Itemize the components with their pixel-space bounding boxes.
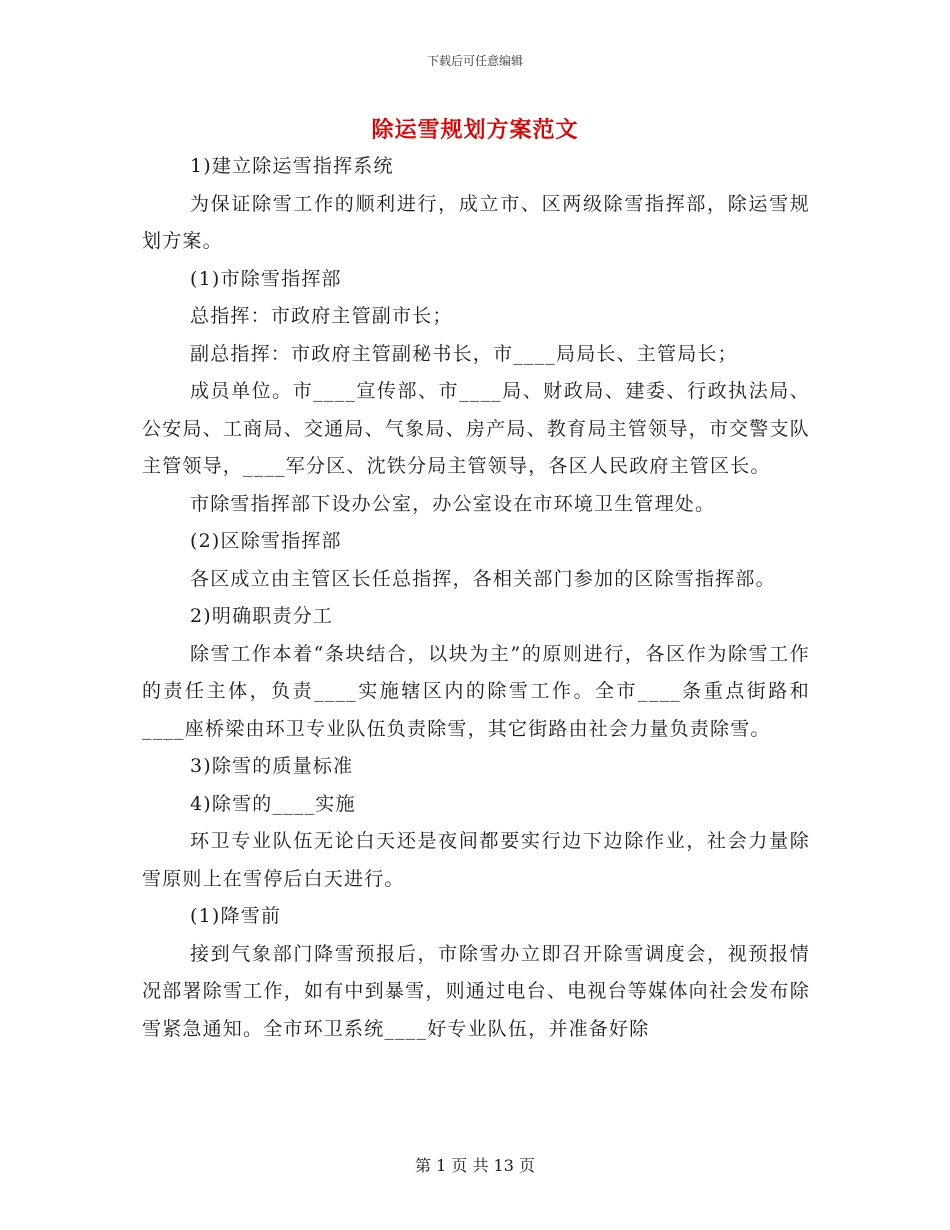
paragraph: 除雪工作本着“条块结合，以块为主”的原则进行，各区作为除雪工作的责任主体，负责____实施辖区内的除雪工作。全市____条重点街路和____座桥梁由环卫专业队伍负责除雪，其它街路由社会力量负责除雪。 xyxy=(142,642,810,740)
paragraph: (1)降雪前 xyxy=(190,905,282,927)
paragraph: 4)除雪的____实施 xyxy=(190,792,356,815)
paragraph: 副总指挥：市政府主管副秘书长，市____局局长、主管局长； xyxy=(190,342,738,365)
paragraph: (1)市除雪指挥部 xyxy=(190,267,342,290)
paragraph: 为保证除雪工作的顺利进行，成立市、区两级除雪指挥部，除运雪规划方案。 xyxy=(142,192,810,252)
paragraph: 3)除雪的质量标准 xyxy=(190,755,354,777)
paragraph: 接到气象部门降雪预报后，市除雪办立即召开除雪调度会，视预报情况部署除雪工作，如有中到暴雪，则通过电台、电视台等媒体向社会发布除雪紧急通知。全市环卫系统____好专业队伍，并准备好除 xyxy=(142,942,810,1040)
paragraph: 各区成立由主管区长任总指挥，各相关部门参加的区除雪指挥部。 xyxy=(190,567,776,590)
paragraph: 成员单位。市____宣传部、市____局、财政局、建委、行政执法局、公安局、工商局、交通局、气象局、房产局、教育局主管领导，市交警支队主管领导，____军分区、沈铁分局主管领导，各区人民政府主管区长。 xyxy=(142,380,810,477)
paragraph: 1)建立除运雪指挥系统 xyxy=(190,155,394,177)
paragraph: 2)明确职责分工 xyxy=(190,605,334,627)
paragraph: (2)区除雪指挥部 xyxy=(190,530,342,552)
page-number: 第 1 页 共 13 页 xyxy=(415,1156,535,1175)
paragraph: 环卫专业队伍无论白天还是夜间都要实行边下边除作业，社会力量除雪原则上在雪停后白天进行。 xyxy=(142,830,810,890)
page-header-note: 下载后可任意编辑 xyxy=(426,54,523,68)
document-title: 除运雪规划方案范文 xyxy=(371,117,579,143)
paragraph: 总指挥：市政府主管副市长； xyxy=(190,305,453,327)
paragraph: 市除雪指挥部下设办公室，办公室设在市环境卫生管理处。 xyxy=(190,492,716,515)
document-body xyxy=(142,148,810,1048)
